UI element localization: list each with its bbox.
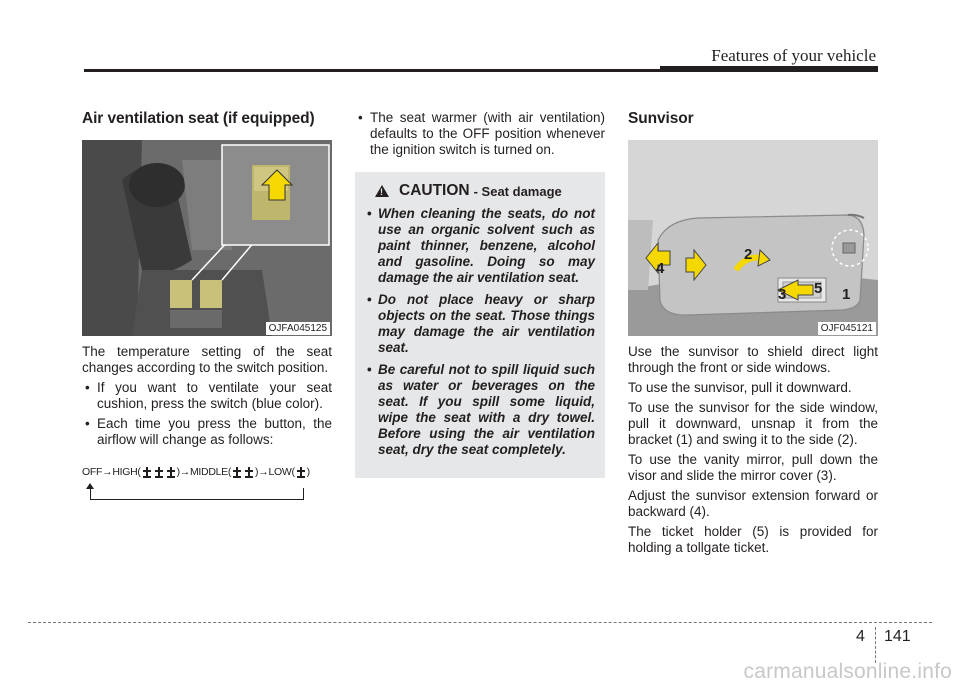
section-heading-air-ventilation: Air ventilation seat (if equipped)	[82, 110, 315, 127]
caution-subtitle: - Seat damage	[473, 183, 562, 199]
cycle-off: OFF	[82, 466, 103, 478]
fan-icon	[233, 467, 241, 477]
page-number: 141	[884, 628, 911, 645]
airflow-bullet: • Each time you press the button, the airflow will change as follows:	[82, 416, 332, 448]
chapter-number: 4	[856, 628, 865, 645]
sunvisor-illustration	[628, 140, 878, 336]
cycle-high: HIGH(	[112, 466, 141, 478]
caution-header	[365, 182, 595, 200]
up-arrow-icon	[86, 483, 94, 489]
seat-warmer-bullet: • The seat warmer (with air ventilation) defaults to the OFF position whenever the ignition switch is turned on.	[355, 110, 605, 158]
footer-rule	[28, 622, 932, 623]
fan-icon	[143, 467, 151, 477]
callout-label: 2	[744, 246, 753, 263]
console-switch-illustration	[82, 140, 332, 336]
callout-label: 4	[656, 260, 665, 277]
figure-code: OJF045121	[818, 322, 876, 335]
sunvisor-figure	[628, 140, 878, 336]
sunvisor-paragraph: To use the vanity mirror, pull down the visor and slide the mirror cover (3).	[628, 452, 878, 483]
page-separator	[875, 627, 876, 663]
caution-title: CAUTION	[399, 182, 470, 199]
cycle-arrow: →	[258, 466, 269, 478]
figure-code: OJFA045125	[266, 322, 330, 335]
header-rule	[84, 69, 878, 72]
caution-item: • Do not place heavy or sharp objects on the seat. Those things may damage the air ventilation seat.	[365, 292, 595, 356]
cycle-middle: MIDDLE(	[189, 466, 232, 478]
sunvisor-paragraph: Adjust the sunvisor extension forward or backward (4).	[628, 488, 878, 519]
left-column	[82, 110, 332, 506]
fan-icon	[155, 467, 163, 477]
ventilation-seat-figure	[82, 140, 332, 336]
callout-label: 1	[842, 286, 851, 303]
section-heading-sunvisor: Sunvisor	[628, 110, 694, 127]
fan-icon	[167, 467, 175, 477]
fan-icon	[297, 467, 305, 477]
page-header-title: Features of your vehicle	[711, 46, 876, 65]
sunvisor-paragraph: The ticket holder (5) is provided for holding a tollgate ticket.	[628, 524, 878, 555]
watermark: carmanualsonline.info	[743, 660, 952, 683]
cycle-loop-line	[90, 488, 304, 500]
middle-column	[355, 110, 605, 478]
sunvisor-paragraph: To use the sunvisor, pull it downward.	[628, 380, 852, 395]
callout-label: 5	[814, 280, 823, 297]
ventilate-bullet: • If you want to ventilate your seat cushion, press the switch (blue color).	[82, 380, 332, 412]
sunvisor-paragraph: Use the sunvisor to shield direct light through the front or side windows.	[628, 344, 878, 375]
fan-icon	[245, 467, 253, 477]
temperature-setting-paragraph: The temperature setting of the seat changes according to the switch position.	[82, 344, 332, 375]
caution-box	[355, 172, 605, 478]
caution-item: • Be careful not to spill liquid such as water or beverages on the seat. If you spill some liquid, wipe the seat with a dry towel. Before using the air ventilation seat, dry the seat completely.	[365, 362, 595, 458]
cycle-arrow: →	[102, 466, 113, 478]
right-column	[628, 110, 878, 560]
cycle-close: )	[255, 466, 259, 478]
cycle-low: LOW(	[268, 466, 295, 478]
cycle-arrow: →	[179, 466, 190, 478]
sunvisor-paragraph: To use the sunvisor for the side window, pull it downward, unsnap it from the bracket (1) and swing it to the side (2).	[628, 400, 878, 447]
airflow-cycle-diagram	[82, 466, 332, 506]
cycle-close: )	[306, 466, 310, 478]
warning-triangle-icon	[375, 185, 389, 197]
caution-item: • When cleaning the seats, do not use an organic solvent such as paint thinner, benzene, alcohol and gasoline. Doing so may damage the air ventilation seat.	[365, 206, 595, 286]
cycle-close: )	[176, 466, 180, 478]
callout-label: 3	[778, 286, 787, 303]
